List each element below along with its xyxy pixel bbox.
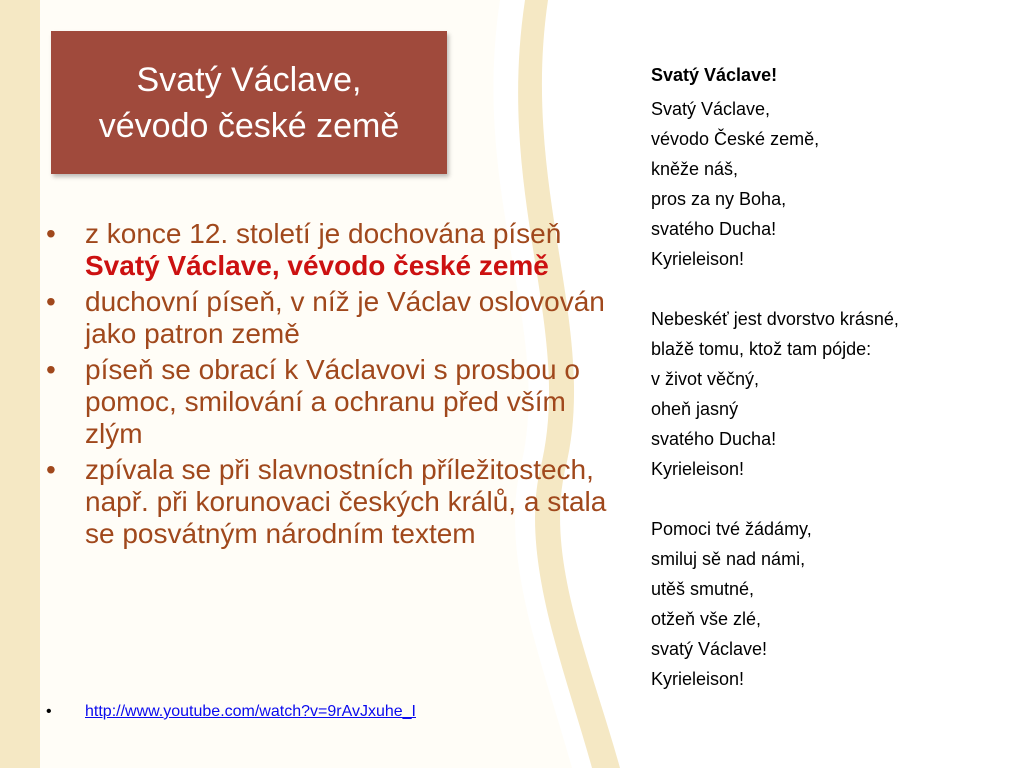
poem-stanza — [651, 304, 991, 484]
bullet-item — [44, 286, 614, 350]
bullet-dot: • — [46, 286, 56, 317]
bullet-text: duchovní píseň, v níž je Václav oslovován jako patron země — [85, 286, 605, 349]
poem-line: Kyrieleison! — [651, 459, 745, 479]
poem-line: pros za ny Boha, — [651, 189, 787, 209]
poem-line: Svatý Václave, — [651, 99, 771, 119]
poem-stanza — [651, 514, 991, 694]
bullet-item — [44, 354, 614, 450]
poem-line: vévodo České země, — [651, 129, 820, 149]
song-title-emphasis: Svatý Václave, vévodo české země — [85, 250, 549, 281]
bullet-list — [44, 218, 614, 554]
link-bullet-item — [44, 700, 645, 724]
poem-line: svatého Ducha! — [651, 219, 777, 239]
title-line-1: Svatý Václave, — [136, 60, 362, 99]
bullet-text: z konce 12. století je dochována píseň — [85, 218, 562, 249]
bullet-text: píseň se obrací k Václavovi s prosbou o pomoc, smilování a ochranu před vším zlým — [85, 354, 580, 449]
poem-line: Pomoci tvé žádámy, — [651, 519, 812, 539]
bullet-dot: • — [46, 703, 52, 720]
poem-line: utěš smutné, — [651, 579, 755, 599]
poem-title: Svatý Václave! — [651, 65, 778, 85]
poem-line: svatý Václave! — [651, 639, 768, 659]
bullet-item — [44, 454, 614, 550]
youtube-link[interactable]: http://www.youtube.com/watch?v=9rAvJxuhe_I — [85, 703, 416, 720]
title-line-2: vévodo české země — [98, 106, 400, 145]
poem-line: kněže náš, — [651, 159, 739, 179]
poem-stanza — [651, 94, 991, 274]
bullet-item — [44, 218, 614, 282]
poem-line: Nebeskéť jest dvorstvo krásné, — [651, 309, 899, 329]
bullet-dot: • — [46, 454, 56, 485]
poem-line: smiluj sě nad námi, — [651, 549, 806, 569]
bullet-dot: • — [46, 218, 56, 249]
poem-line: otžeň vše zlé, — [651, 609, 762, 629]
poem-line: Kyrieleison! — [651, 249, 745, 269]
poem-line: blažě tomu, ktož tam pójde: — [651, 339, 872, 359]
poem-line: svatého Ducha! — [651, 429, 777, 449]
poem — [651, 60, 991, 724]
poem-line: Kyrieleison! — [651, 669, 745, 689]
poem-line: oheň jasný — [651, 399, 739, 419]
title-box — [51, 31, 447, 174]
poem-line: v život věčný, — [651, 369, 760, 389]
bullet-text: zpívala se při slavnostních příležitostech, např. při korunovaci českých králů, a stala se posvátným národním textem — [85, 454, 607, 549]
bullet-dot: • — [46, 354, 56, 385]
